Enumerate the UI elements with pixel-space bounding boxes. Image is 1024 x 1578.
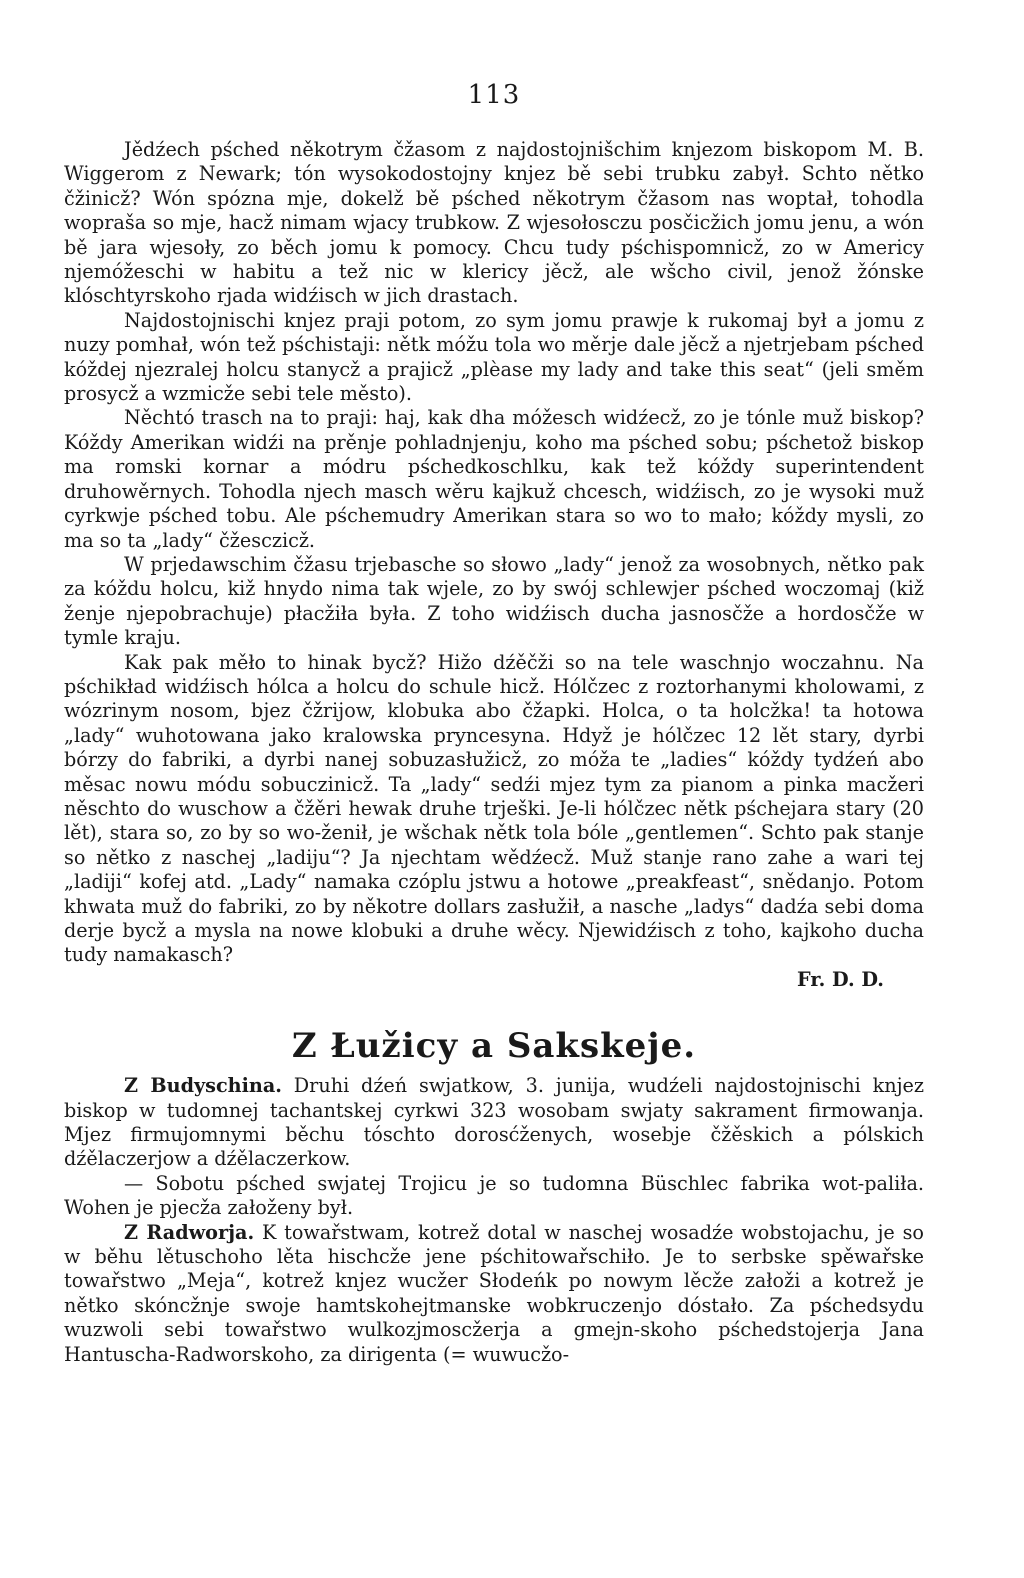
news-paragraph bbox=[64, 1172, 924, 1221]
document-page bbox=[64, 80, 924, 1560]
article-paragraph: Něchtó trasch na to praji: haj, kak dha móžesch widźecž, zo je tónle muž biskop? Kóždy Amerikan widźi na prěnje pohladnjenju, koho ma pśched sobu; pśchetož biskop ma romski kornar a módru pśchedkoschlku, kak tež kóždy superintendent druhowěrnych. Tohodla njech masch wěru kajkuž chcesch, widźisch, zo je wysoki muž cyrkwje pśched tobu. Ale pśchemudry Amerikan stara so wo to mało; kóždy mysli, zo ma so ta „lady“ čžesczicž. bbox=[64, 406, 924, 552]
author-signature: Fr. D. D. bbox=[797, 967, 884, 991]
news-text: K towařstwam, kotrež dotal w naschej wosadźe wobstojachu, je so w běhu lětuschoho lěta hischcže jene pśchitowařschiło. Je to serbske spěwařske towařstwo „Meja“, kotrež knjez wucžer Słodeńk po nowym lěcže załoži a kotrež je nětko skóncžnje swoje hamtskohejtmanske wobkruczenjo dóstało. Za pśchedsydu wuzwoli sebi towařstwo wulkozjmoscžerja a gmejn-skoho pśchedstojerja Jana Hantuscha-Radworskoho, za dirigenta (= wuwucžo- bbox=[64, 1220, 924, 1366]
article-paragraph: W prjedawschim čžasu trjebasche so słowo „lady“ jenož za wosobnych, nětko pak za kóždu holcu, kiž hnydo nima tak wjele, zo by swój schlewjer pśched woczomaj (kiž ženje njepobrachuje) płacžiła była. Z toho widźisch ducha jasnosčže a hordosčže w tymle kraju. bbox=[64, 552, 924, 650]
article-signature-line bbox=[64, 968, 924, 992]
news-text: Druhi dźeń swjatkow, 3. junija, wudźeli najdostojnischi knjez biskop w tudomnej tachantskej cyrkwi 323 wosobam swjaty sakrament firmowanja. Mjez firmujomnymi běchu tóschto dorosćženych, wosebje čžěskich a pólskich dźělaczerjow a dźělaczerkow. bbox=[64, 1074, 924, 1171]
article bbox=[64, 138, 924, 992]
news-section bbox=[64, 1074, 924, 1367]
news-text: — Sobotu pśched swjatej Trojicu je so tudomna Büschlec fabrika wot-paliła. Wohen je pjecža załoženy był. bbox=[64, 1171, 924, 1220]
section-title: Z Łužicy a Sakskeje. bbox=[291, 1026, 697, 1067]
article-paragraph: Jědźech pśched někotrym čžasom z najdostojnišchim knjezom biskopom M. B. Wiggerom z Newark; tón wysokodostojny knjez bě sebi trubku zabył. Schto nětko čžinicž? Wón spózna mje, dokelž bě pśched někotrym čžasom nas woptał, tohodla wopraša so mje, hacž nimam wjacy trubkow. Z wjesołosczu posčicžich jomu jenu, a wón bě jara wjesoły, zo běch jomu k pomocy. Chcu tudy pśchispomnicž, zo w Americy njemóžeschi w habitu a tež nic w klericy jěcž, ale wšcho civil, jenož žónske klóschtyrskoho rjada widźisch w jich drastach. bbox=[64, 138, 924, 308]
news-paragraph bbox=[64, 1221, 924, 1367]
news-paragraph bbox=[64, 1074, 924, 1172]
article-paragraph: Najdostojnischi knjez praji potom, zo sym jomu prawje k rukomaj był a jomu z nuzy pomhał, wón tež pśchistaji: nětk móžu tola wo měrje dale jěcž a njetrjebam pśched kóždej njezralej holcu stanycž a prajicž „plèase my lady and take this seat“ (jeli směm prosycž a wzmicže sebi tele město). bbox=[64, 308, 924, 406]
page-number: 113 bbox=[467, 80, 521, 110]
news-lead: Z Radworja. bbox=[124, 1220, 255, 1244]
article-paragraph: Kak pak měło to hinak bycž? Hižo dźěčži so na tele waschnjo woczahnu. Na pśchikład widźisch hólca a holcu do schule hicž. Hólčzec z roztorhanymi kholowami, z wózrinym nosom, bjez čžrijow, klobuka abo čžapki. Holca, o ta holcžka! ta hotowa „lady“ wuhotowana jako kralowska pryncesyna. Hdyž je hólčzec 12 lět stary, dyrbi bórzy do fabriki, a dyrbi nanej sobuzasłužicž, zo móža te „ladies“ kóždy tydźeń abo měsac nowu módu sobuczinicž. Ta „lady“ sedźi mjez tym za pianom a pinka macžeri něschto do wuschow a čžěri hewak druhe trješki. Je-li hólčzec nětk pśchejara stary (20 lět), stara so, zo by so wo-ženił, je wšchak nětk tola bóle „gentlemen“. Schto pak stanje so nětko z naschej „ladiju“? Ja njechtam wědźecž. Muž stanje rano zahe a wari tej „ladiji“ kofej atd. „Lady“ namaka czóplu jstwu a hotowe „preakfeast“, snědanjo. Potom khwata muž do fabriki, zo by někotre dollars zasłužił, a nasche „ladys“ dadźa sebi doma derje bycž a mysla na nowe klobuki a druhe wěcy. Njewidźisch z toho, kajkoho ducha tudy namakasch? bbox=[64, 650, 924, 967]
news-lead: Z Budyschina. bbox=[124, 1074, 282, 1098]
